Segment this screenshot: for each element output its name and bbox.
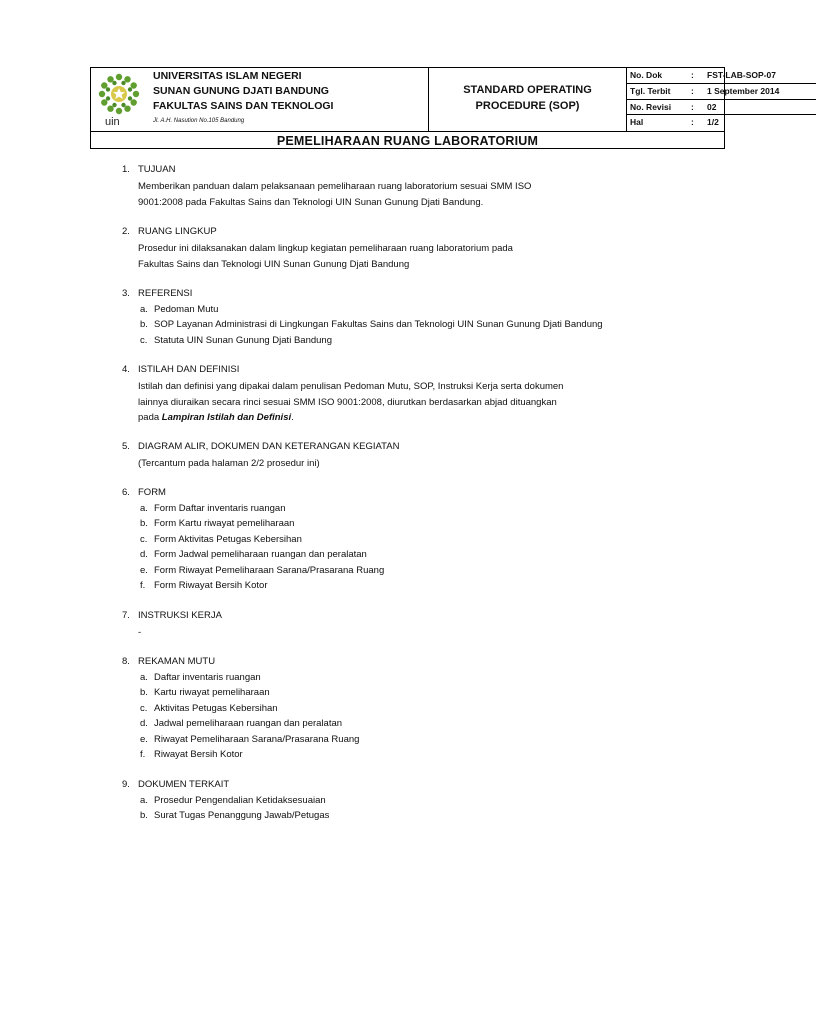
section-number: 3.	[122, 288, 130, 299]
section-heading: DIAGRAM ALIR, DOKUMEN DAN KETERANGAN KEGIATAN	[138, 441, 400, 452]
section-text-line: Prosedur ini dilaksanakan dalam lingkup kegiatan pemeliharaan ruang laboratorium pada	[138, 243, 513, 254]
institution-line: FAKULTAS SAINS DAN TEKNOLOGI	[153, 100, 334, 112]
list-item: d. Jadwal pemeliharaan ruangan dan peralatan	[140, 718, 343, 729]
list-item: e. Riwayat Pemeliharaan Sarana/Prasarana Ruang	[140, 733, 360, 745]
section-heading: RUANG LINGKUP	[138, 226, 217, 237]
list-item: b. SOP Layanan Administrasi di Lingkungan Fakultas Sains dan Teknologi UIN Sunan Gunung Djati Bandung	[140, 319, 603, 330]
meta-value: 02	[707, 101, 717, 112]
section-heading: FORM	[138, 487, 166, 498]
list-item: a. Daftar inventaris ruangan	[140, 671, 261, 683]
section-heading: TUJUAN	[138, 164, 176, 175]
meta-row: No. Revisi : 02	[627, 100, 816, 116]
section-heading: INSTRUKSI KERJA	[138, 610, 222, 621]
list-item: f. Riwayat Bersih Kotor	[140, 749, 243, 760]
document-meta	[627, 68, 780, 131]
section-text-line: Memberikan panduan dalam pelaksanaan pemeliharaan ruang laboratorium sesuai SMM ISO	[138, 181, 532, 192]
institution-line: UNIVERSITAS ISLAM NEGERI	[153, 70, 302, 82]
section-heading: DOKUMEN TERKAIT	[138, 779, 230, 790]
document-title-row	[91, 131, 724, 148]
list-item: c. Statuta UIN Sunan Gunung Djati Bandung	[140, 334, 332, 346]
institution-line: SUNAN GUNUNG DJATI BANDUNG	[153, 85, 329, 97]
section-number: 9.	[122, 779, 130, 790]
section-heading: REKAMAN MUTU	[138, 656, 216, 667]
list-item: d. Form Jadwal pemeliharaan ruangan dan peralatan	[140, 549, 367, 560]
list-item: a. Prosedur Pengendalian Ketidaksesuaian	[140, 794, 326, 806]
uin-logo-icon	[91, 68, 147, 131]
document-title: PEMELIHARAAN RUANG LABORATORIUM	[276, 134, 539, 148]
meta-row: Tgl. Terbit : 1 September 2014	[627, 84, 816, 100]
section-number: 6.	[122, 487, 130, 498]
section-heading: REFERENSI	[138, 288, 193, 299]
sop-cell	[429, 68, 627, 131]
meta-label: Hal	[630, 117, 644, 128]
logo-cell	[91, 68, 147, 131]
list-item: b. Form Kartu riwayat pemeliharaan	[140, 518, 295, 529]
meta-value: FST-LAB-SOP-07	[707, 70, 776, 80]
section-text-line: Istilah dan definisi yang dipakai dalam penulisan Pedoman Mutu, SOP, Instruksi Kerja serta dokumen	[138, 381, 564, 392]
list-item: f. Form Riwayat Bersih Kotor	[140, 580, 268, 591]
list-item: b. Kartu riwayat pemeliharaan	[140, 687, 270, 698]
section-text-line: pada Lampiran Istilah dan Definisi.	[138, 412, 294, 423]
meta-row: Hal : 1/2	[630, 117, 719, 128]
section-number: 7.	[122, 610, 130, 621]
list-item: c. Form Aktivitas Petugas Kebersihan	[140, 533, 302, 545]
logo-wordmark: uin	[105, 116, 120, 128]
list-item: a. Pedoman Mutu	[140, 303, 219, 315]
sop-title-line: STANDARD OPERATING	[463, 84, 592, 96]
list-item: e. Form Riwayat Pemeliharaan Sarana/Prasarana Ruang	[140, 564, 385, 576]
section-number: 1.	[122, 164, 130, 175]
list-item: a. Form Daftar inventaris ruangan	[140, 502, 286, 514]
emphasized-reference: Lampiran Istilah dan Definisi	[161, 412, 292, 423]
list-item: c. Aktivitas Petugas Kebersihan	[140, 702, 278, 714]
section-text-line: (Tercantum pada halaman 2/2 prosedur ini)	[138, 458, 320, 469]
meta-value: 1/2	[707, 117, 719, 128]
section-number: 2.	[122, 226, 130, 237]
section-text-line: Fakultas Sains dan Teknologi UIN Sunan Gunung Djati Bandung	[138, 258, 410, 270]
section-text-line: lainnya diuraikan secara rinci sesuai SMM ISO 9001:2008, diurutkan berdasarkan abjad dituangkan	[138, 396, 557, 408]
institution-address: Jl. A.H. Nasution No.105 Bandung	[153, 118, 245, 124]
section-heading: ISTILAH DAN DEFINISI	[138, 364, 240, 375]
section-number: 8.	[122, 656, 130, 667]
meta-value: 1 September 2014	[707, 85, 780, 96]
sop-title-line: PROCEDURE (SOP)	[475, 100, 580, 112]
meta-label: Tgl. Terbit	[630, 85, 671, 96]
section-text-line: -	[138, 627, 142, 638]
meta-label: No. Revisi	[630, 101, 672, 112]
section-number: 5.	[122, 441, 130, 452]
list-item: b. Surat Tugas Penanggung Jawab/Petugas	[140, 810, 330, 821]
institution-cell	[147, 68, 429, 131]
meta-label: No. Dok	[630, 70, 663, 80]
section-text-line: 9001:2008 pada Fakultas Sains dan Teknologi UIN Sunan Gunung Djati Bandung.	[138, 196, 484, 208]
section-number: 4.	[122, 364, 130, 375]
meta-row: No. Dok : FST-LAB-SOP-07	[627, 68, 816, 84]
header-table	[90, 67, 780, 149]
